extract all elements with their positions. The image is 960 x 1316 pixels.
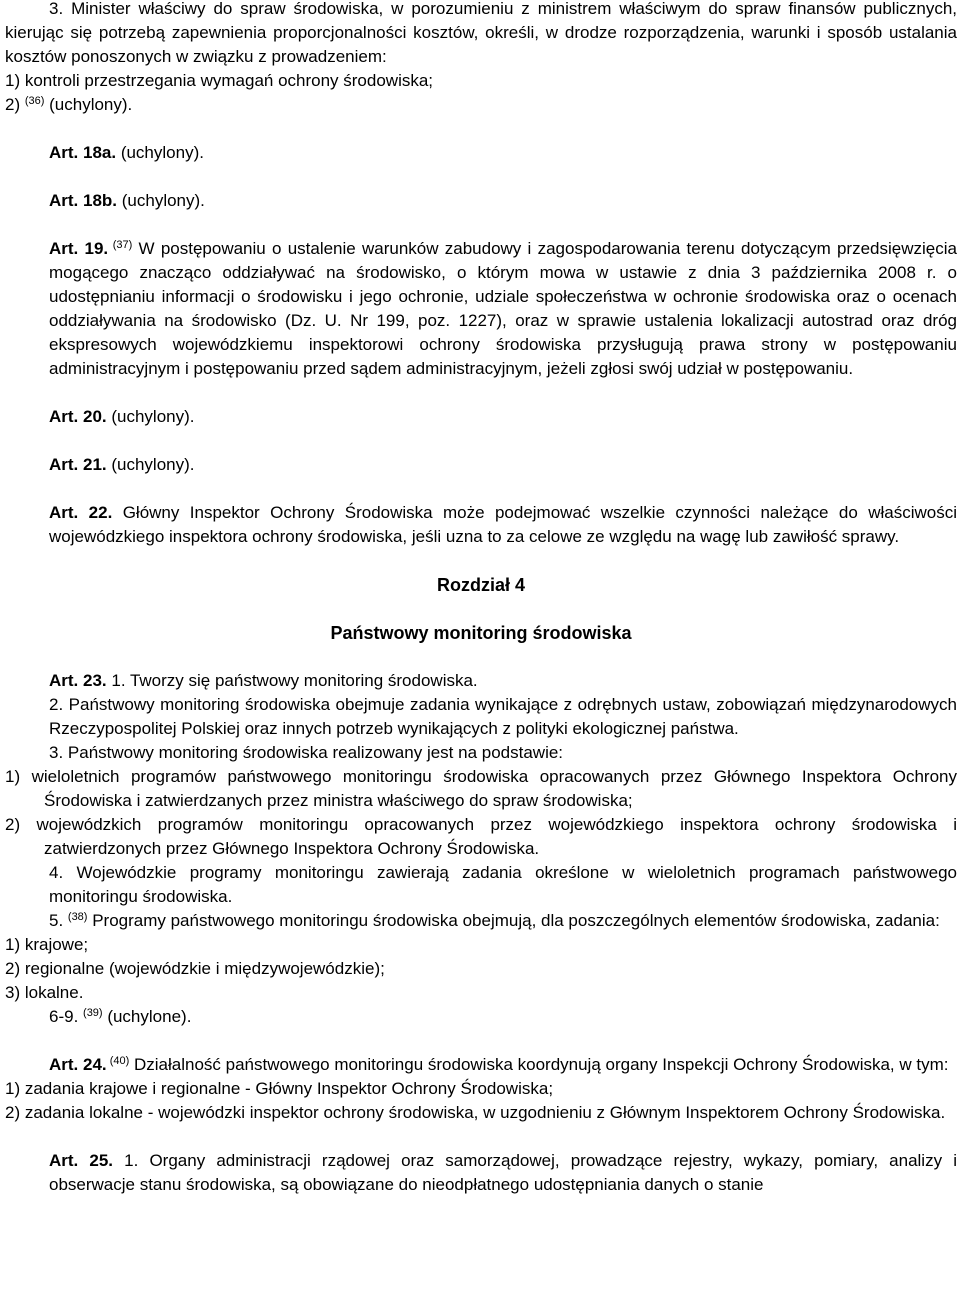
article-number: Art. 22.	[49, 503, 113, 522]
article-paragraph	[5, 189, 957, 213]
paragraph	[5, 861, 957, 909]
paragraph-text: 2) wojewódzkich programów monitoringu opracowanych przez wojewódzkiego inspektora ochrony środowiska i zatwierdzonych przez Głównego Inspektora Ochrony Środowiska.	[5, 815, 957, 858]
item-prefix: 2)	[5, 95, 25, 114]
item-prefix: 6-9.	[49, 1007, 84, 1026]
paragraph-gap	[5, 381, 957, 405]
paragraph	[5, 693, 957, 741]
paragraph-gap	[5, 645, 957, 669]
paragraph-text: 3. Minister właściwy do spraw środowiska, w porozumieniu z ministrem właściwym do spraw finansów publicznych, kierując się potrzebą zapewnienia proporcjonalności kosztów, określi, w drodze rozporządzenia, warunki i sposób ustalania kosztów ponoszonych w związku z prowadzeniem:	[5, 0, 957, 66]
chapter-heading	[5, 621, 957, 645]
list-item	[5, 1101, 957, 1125]
paragraph-text: (uchylony).	[106, 407, 195, 426]
paragraph-text: 1) zadania krajowe i regionalne - Główny Inspektor Ochrony Środowiska;	[5, 1079, 554, 1098]
article-number: Art. 18a.	[49, 143, 117, 162]
paragraph-gap	[5, 117, 957, 141]
article-number: Art. 21.	[49, 455, 107, 474]
footnote-marker: (36)	[24, 95, 45, 107]
paragraph-text: (uchylony).	[117, 191, 205, 210]
article-paragraph	[5, 237, 957, 381]
paragraph-text: Działalność państwowego monitoringu środowiska koordynują organy Inspekcji Ochrony Środowiska, w tym:	[129, 1055, 949, 1074]
paragraph	[5, 1005, 957, 1029]
paragraph-text: 2) regionalne (wojewódzkie i międzywojewódzkie);	[5, 959, 385, 978]
paragraph-text: 1) krajowe;	[5, 935, 89, 954]
paragraph-gap	[5, 165, 957, 189]
article-paragraph	[5, 1053, 957, 1077]
heading-text: Rozdział 4	[436, 575, 525, 595]
footnote-marker: (40)	[106, 1055, 130, 1067]
footnote-marker: (37)	[108, 239, 133, 251]
list-item	[5, 813, 957, 861]
list-item	[5, 765, 957, 813]
paragraph-text: (uchylony).	[116, 143, 204, 162]
heading-text: Państwowy monitoring środowiska	[330, 623, 632, 643]
article-paragraph	[5, 453, 957, 477]
paragraph-text: 2. Państwowy monitoring środowiska obejmuje zadania wynikające z odrębnych ustaw, zobowiązań międzynarodowych Rzeczypospolitej Polskiej oraz innych potrzeb wynikających z polityki ekologicznej państwa.	[49, 695, 957, 738]
chapter-heading	[5, 573, 957, 597]
item-prefix: 5.	[49, 911, 68, 930]
list-item	[5, 981, 957, 1005]
article-paragraph	[5, 501, 957, 549]
paragraph-text: Programy państwowego monitoringu środowiska obejmują, dla poszczególnych elementów środowiska, zadania:	[87, 911, 940, 930]
paragraph-gap	[5, 1125, 957, 1149]
article-number: Art. 19.	[49, 239, 109, 258]
paragraph-text: 2) zadania lokalne - wojewódzki inspektor ochrony środowiska, w uzgodnieniu z Głównym Inspektorem Ochrony Środowiska.	[5, 1103, 946, 1122]
list-item	[5, 93, 957, 117]
paragraph-text: 4. Wojewódzkie programy monitoringu zawierają zadania określone w wieloletnich programach państwowego monitoringu środowiska.	[49, 863, 957, 906]
paragraph-text: W postępowaniu o ustalenie warunków zabudowy i zagospodarowania terenu dotyczącym przedsięwzięcia mogącego znacząco oddziaływać na środowisko, o którym mowa w ustawie z dnia 3 października 2008 r. o udostępnianiu informacji o środowisku i jego ochronie, udziale społeczeństwa w ochronie środowiska oraz o ocenach oddziaływania na środowisko (Dz. U. Nr 199, poz. 1227), oraz w sprawie ustalenia lokalizacji autostrad oraz dróg ekspresowych wojewódzkiemu inspektorowi ochrony środowiska przysługują prawa strony w postępowaniu administracyjnym i postępowaniu przed sądem administracyjnym, jeżeli zgłosi swój udział w postępowaniu.	[49, 239, 957, 378]
article-paragraph	[5, 669, 957, 693]
article-number: Art. 24.	[49, 1055, 107, 1074]
paragraph-text: 1) wieloletnich programów państwowego monitoringu środowiska opracowanych przez Głównego Inspektora Ochrony Środowiska i zatwierdzanych przez ministra właściwego do spraw środowiska;	[5, 767, 957, 810]
paragraph	[5, 0, 957, 69]
paragraph-gap	[5, 597, 957, 621]
paragraph-gap	[5, 549, 957, 573]
article-number: Art. 20.	[49, 407, 107, 426]
list-item	[5, 1077, 957, 1101]
list-item	[5, 957, 957, 981]
document-page	[5, 0, 957, 1197]
article-paragraph	[5, 141, 957, 165]
footnote-marker: (39)	[83, 1007, 103, 1019]
paragraph-gap	[5, 477, 957, 501]
paragraph	[5, 909, 957, 933]
footnote-marker: (38)	[67, 911, 88, 923]
article-paragraph	[5, 405, 957, 429]
list-item	[5, 69, 957, 93]
paragraph-text: (uchylone).	[102, 1007, 192, 1026]
paragraph-gap	[5, 429, 957, 453]
article-number: Art. 23.	[49, 671, 107, 690]
list-item	[5, 933, 957, 957]
article-paragraph	[5, 1149, 957, 1197]
paragraph-text: 3) lokalne.	[5, 983, 84, 1002]
article-number: Art. 18b.	[49, 191, 118, 210]
paragraph-text: 1. Tworzy się państwowy monitoring środowiska.	[106, 671, 478, 690]
paragraph-gap	[5, 1029, 957, 1053]
paragraph-text: (uchylony).	[44, 95, 133, 114]
paragraph-text: Główny Inspektor Ochrony Środowiska może podejmować wszelkie czynności należące do właściwości wojewódzkiego inspektora ochrony środowiska, jeśli uzna to za celowe ze względu na wagę lub zawiłość sprawy.	[49, 503, 957, 546]
paragraph-gap	[5, 213, 957, 237]
article-number: Art. 25.	[49, 1151, 114, 1170]
paragraph	[5, 741, 957, 765]
paragraph-text: 1) kontroli przestrzegania wymagań ochrony środowiska;	[5, 71, 434, 90]
paragraph-text: 1. Organy administracji rządowej oraz samorządowej, prowadzące rejestry, wykazy, pomiary, analizy i obserwacje stanu środowiska, są obowiązane do nieodpłatnego udostępniania danych o stanie	[49, 1151, 957, 1194]
paragraph-text: 3. Państwowy monitoring środowiska realizowany jest na podstawie:	[49, 743, 564, 762]
paragraph-text: (uchylony).	[106, 455, 195, 474]
